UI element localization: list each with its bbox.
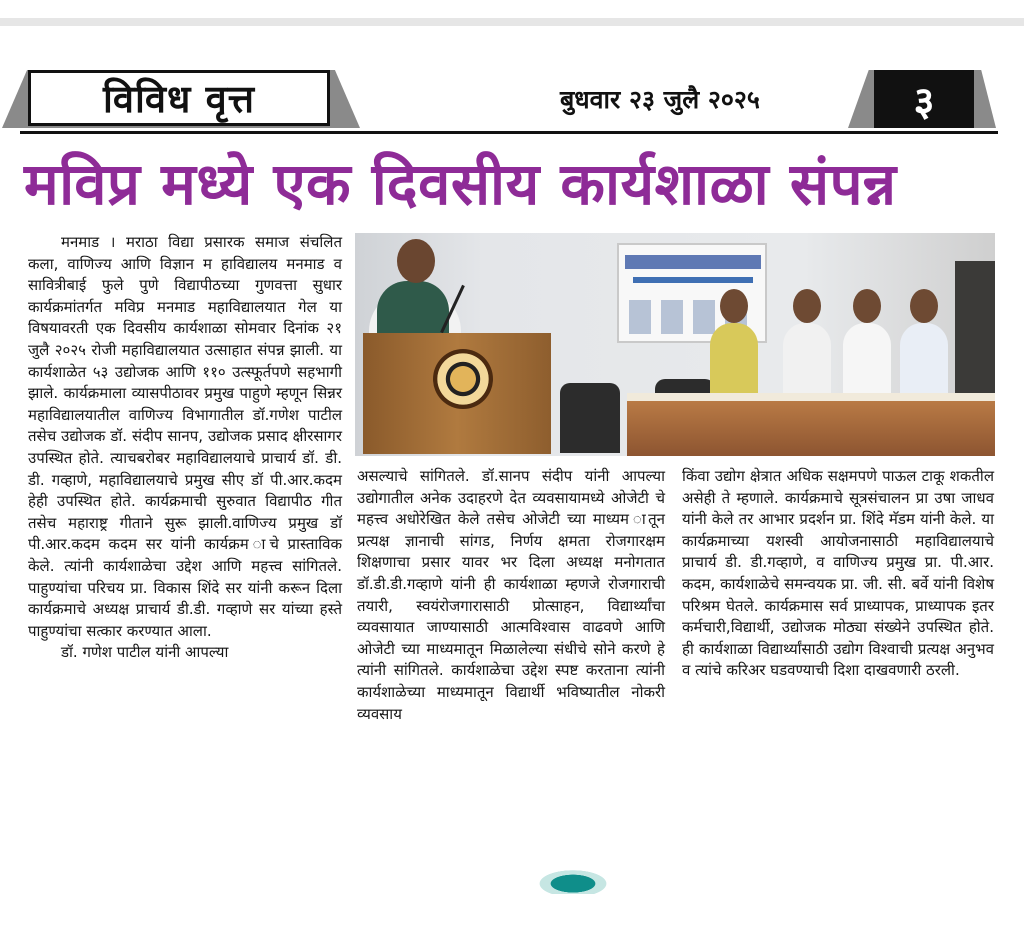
article-paragraph: मनमाड । मराठा विद्या प्रसारक समाज संचलित कला, वाणिज्य आणि विज्ञान म हाविद्यालय मनमाड व सावित्रीबाई फुले पुणे विद्यापीठच्या गुणवत्ता सुधार कार्यक्रमांतर्गत मविप्र मनमाड महाविद्यालयात गेल या विषयावरती एक दिवसीय कार्यशाळा सोमवार दिनांक २१ जुलै २०२५ रोजी महाविद्यालयात उत्साहात संपन्न झाली. या कार्यशाळेत ५३ उद्योजक आणि ११० उत्स्फूर्तपणे सहभागी झाले. कार्यक्रमाला व्यासपीठावर प्रमुख पाहुणे म्हणून सिन्नर महाविद्यालयातील वाणिज्य विभागातील डॉ.गणेश पाटील तसेच उद्योजक डॉ. संदीप सानप, उद्योजक प्रसाद क्षीरसागर उपस्थित होते. त्याचबरोबर महाविद्यालयाचे प्राचार्य डॉ. डी. डी. गव्हाणे, महाविद्यालयाचे प्रमुख सीए डॉ पी.आर.कदम हेही उपस्थित होते. कार्यक्रमाची सुरुवात विद्यापीठ गीत तसेच महाराष्ट्र गीताने सुरू झाली.वाणिज्य प्रमुख डॉ पी.आर.कदम कदम सर यांनी कार्यक्रम ाचे प्रास्ताविक केले. त्यांनी कार्यशाळेचा उद्देश आणि महत्त्व सांगितले. पाहुण्यांचा परिचय प्रा. विकास शिंदे सर यांनी करून दिला कार्यक्रमाचे अध्यक्ष प्राचार्य डी.डी. गव्हाणे सर यांच्या हस्ते पाहुण्यांचा सत्कार करण्यात आला.: [28, 233, 342, 640]
headline: मविप्र मध्ये एक दिवसीय कार्यशाळा संपन्न: [24, 150, 897, 218]
guest-head: [720, 289, 748, 323]
guest-head: [853, 289, 881, 323]
decorative-swoosh-icon: [534, 868, 612, 894]
page-number: ३: [874, 70, 974, 128]
event-photo: [355, 233, 995, 456]
screen-banner: [633, 277, 753, 283]
screen-title-bar: [625, 255, 761, 269]
guest: [843, 323, 891, 395]
article-paragraph: डॉ. गणेश पाटील यांनी आपल्या: [61, 643, 229, 662]
speaker-head: [397, 239, 435, 283]
article-column-1: [28, 232, 342, 664]
section-title: विविध वृत्त: [28, 70, 330, 126]
guest-head: [910, 289, 938, 323]
issue-date: बुधवार २३ जुलै २०२५: [560, 85, 760, 114]
header-rule: [20, 131, 998, 134]
chair: [560, 383, 620, 453]
guest: [710, 323, 758, 395]
top-divider: [0, 18, 1024, 26]
article-column-2: [357, 466, 665, 725]
article-paragraph: असल्याचे सांगितले. डॉ.सानप संदीप यांनी आपल्या उद्योगातील अनेक उदाहरणे देत व्यवसायामध्ये ओजेटी चे महत्त्व अधोरेखित केले तसेच ओजेटी च्या माध्यम ातून प्रत्यक्ष ज्ञानाची सांगड, निर्णय क्षमता रोजगारक्षम शिक्षणाचा प्रसार यावर भर दिला अध्यक्ष मनोगतात डॉ.डी.डी.गव्हाणे यांनी ही कार्यशाळा म्हणजे रोजगाराची तयारी, स्वयंरोजगारासाठी प्रोत्साहन, विद्यार्थ्यांचा व्यवसायात जाण्यासाठी आत्मविश्वास वाढवणे आणि ओजेटी च्या माध्यमातून मिळालेल्या संधीचे सोने करणे हे त्यांनी सांगितले. कार्यशाळेचा उद्देश स्पष्ट करताना त्यांनी कार्यशाळेच्या माध्यमातून विद्यार्थी भविष्यातील नोकरी व्यवसाय: [357, 467, 665, 723]
guest: [900, 323, 948, 395]
college-emblem-icon: [433, 349, 493, 409]
podium: [363, 333, 551, 454]
guest-head: [793, 289, 821, 323]
guest: [783, 323, 831, 395]
page-header: [0, 70, 1000, 132]
article-paragraph: किंवा उद्योग क्षेत्रात अधिक सक्षमपणे पाऊल टाकू शकतील असेही ते म्हणाले. कार्यक्रमाचे सूत्रसंचालन प्रा उषा जाधव यांनी केले तर आभार प्रदर्शन प्रा. शिंदे मॅडम यांनी केले. या कार्यक्रमाच्या यशस्वी आयोजनासाठी महाविद्यालयाचे प्राचार्य डी. डी.गव्हाणे, व वाणिज्य प्रमुख प्रा. पी.आर. कदम, कार्यशाळेचे समन्वयक प्रा. जी. सी. बर्वे यांनी विशेष परिश्रम घेतले. कार्यक्रमास सर्व प्राध्यापक, प्राध्यापक इतर कर्मचारी,विद्यार्थी, उद्योजक मोठ्या संख्येने उपस्थित होते. ही कार्यशाळा विद्यार्थ्यांसाठी उद्योग विश्वाची प्रत्यक्ष अनुभव व त्यांचे करिअर घडवण्याची दिशा दाखवणारी ठरली.: [682, 467, 994, 680]
article-column-3: [682, 466, 994, 682]
dais-table: [627, 401, 995, 456]
